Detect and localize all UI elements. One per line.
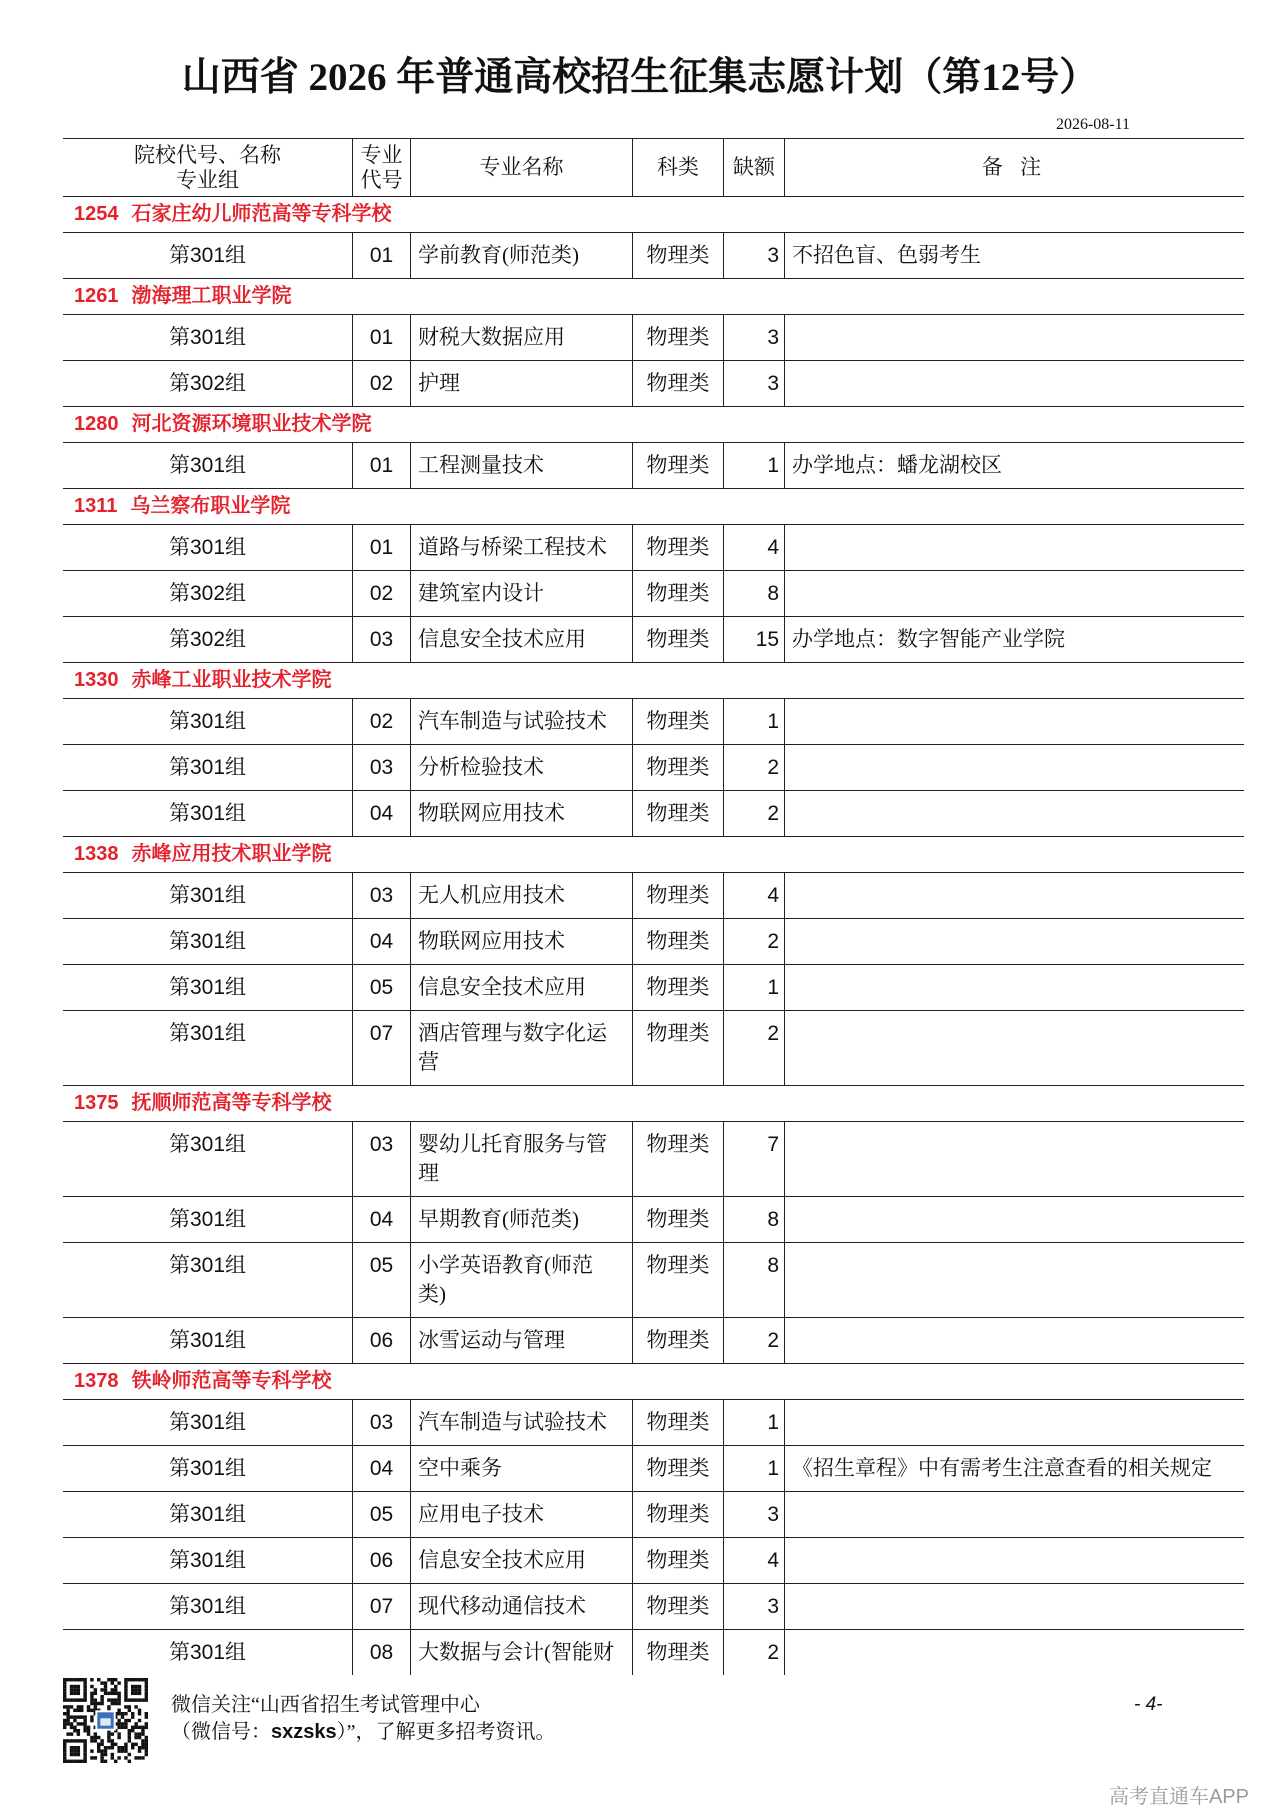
school-heading-row [63, 488, 1244, 524]
vacancy-cell: 2 [724, 745, 785, 790]
major-group-cell: 第302组 [63, 617, 353, 662]
table-row [63, 1399, 1244, 1445]
table-row [63, 1583, 1244, 1629]
major-code-cell: 02 [353, 699, 411, 744]
remark-cell [785, 1197, 1244, 1242]
category-cell: 物理类 [633, 443, 724, 488]
remark-cell [785, 1011, 1244, 1085]
remark-cell: 不招色盲、色弱考生 [792, 243, 981, 267]
table-row [63, 790, 1244, 836]
major-name-cell: 信息安全技术应用 [411, 1538, 633, 1583]
header-major-code-line2: 代号 [360, 167, 403, 192]
table-row [63, 1196, 1244, 1242]
major-code-cell: 02 [353, 571, 411, 616]
major-name-cell: 婴幼儿托育服务与管理 [411, 1122, 633, 1196]
school-heading-row [63, 406, 1244, 442]
category-cell: 物理类 [633, 965, 724, 1010]
table-row [63, 1242, 1244, 1317]
vacancy-cell: 1 [724, 1400, 785, 1445]
header-category: 科类 [633, 139, 724, 196]
vacancy-cell: 1 [724, 699, 785, 744]
vacancy-cell: 2 [724, 791, 785, 836]
vacancy-cell: 3 [724, 233, 785, 278]
remark-cell [785, 1400, 1244, 1445]
admission-plan-table [63, 138, 1244, 1675]
school-code: 1261 [74, 285, 119, 307]
vacancy-cell: 2 [724, 919, 785, 964]
table-row [63, 964, 1244, 1010]
table-row [63, 1010, 1244, 1085]
major-group-cell: 第301组 [63, 233, 353, 278]
category-cell: 物理类 [633, 1243, 724, 1317]
vacancy-cell: 3 [724, 1584, 785, 1629]
table-row [63, 1317, 1244, 1363]
category-cell: 物理类 [633, 233, 724, 278]
major-code-cell: 08 [353, 1630, 411, 1675]
major-code-cell: 03 [353, 873, 411, 918]
remark-cell [785, 1318, 1244, 1363]
school-name: 渤海理工职业学院 [131, 285, 292, 307]
major-code-cell: 01 [353, 443, 411, 488]
major-name-cell: 物联网应用技术 [411, 919, 633, 964]
major-name-cell: 应用电子技术 [411, 1492, 633, 1537]
major-code-cell: 04 [353, 1446, 411, 1491]
table-row [63, 314, 1244, 360]
school-name: 铁岭师范高等专科学校 [131, 1370, 332, 1392]
page-number: - 4- [1134, 1694, 1163, 1715]
major-code-cell: 04 [353, 791, 411, 836]
remark-cell [785, 1584, 1244, 1629]
vacancy-cell: 2 [724, 1630, 785, 1675]
table-row [63, 744, 1244, 790]
document-date: 2026-08-11 [1055, 116, 1130, 133]
major-code-cell: 07 [353, 1011, 411, 1085]
table-row [63, 1121, 1244, 1196]
remark-cell [785, 791, 1244, 836]
remark-cell [785, 745, 1244, 790]
table-row [63, 524, 1244, 570]
major-group-cell: 第301组 [63, 873, 353, 918]
vacancy-cell: 1 [724, 1446, 785, 1491]
table-row [63, 918, 1244, 964]
remark-cell [785, 699, 1244, 744]
major-group-cell: 第301组 [63, 1538, 353, 1583]
header-major-code [353, 139, 411, 196]
table-row [63, 1629, 1244, 1675]
remark-cell [785, 919, 1244, 964]
major-name-cell: 分析检验技术 [411, 745, 633, 790]
wechat-id-suffix: ）”，了解更多招考资讯。 [336, 1721, 556, 1743]
category-cell: 物理类 [633, 617, 724, 662]
header-major-code-line1: 专业 [360, 142, 403, 167]
category-cell: 物理类 [633, 791, 724, 836]
qr-code [63, 1678, 148, 1763]
vacancy-cell: 8 [724, 571, 785, 616]
header-vacancy: 缺额 [724, 139, 785, 196]
major-name-cell: 财税大数据应用 [411, 315, 633, 360]
category-cell: 物理类 [633, 1011, 724, 1085]
remark-cell [785, 1492, 1244, 1537]
vacancy-cell: 4 [724, 525, 785, 570]
category-cell: 物理类 [633, 315, 724, 360]
major-group-cell: 第301组 [63, 1400, 353, 1445]
table-row [63, 616, 1244, 662]
wechat-id: sxzsks [271, 1721, 337, 1743]
vacancy-cell: 4 [724, 1538, 785, 1583]
header-major-name: 专业名称 [411, 139, 633, 196]
major-group-cell: 第301组 [63, 791, 353, 836]
major-group-cell: 第301组 [63, 1197, 353, 1242]
vacancy-cell: 7 [724, 1122, 785, 1196]
category-cell: 物理类 [633, 873, 724, 918]
vacancy-cell: 8 [724, 1197, 785, 1242]
category-cell: 物理类 [633, 699, 724, 744]
category-cell: 物理类 [633, 1400, 724, 1445]
major-name-cell: 工程测量技术 [411, 443, 633, 488]
major-code-cell: 03 [353, 1122, 411, 1196]
major-name-cell: 物联网应用技术 [411, 791, 633, 836]
school-name: 赤峰工业职业技术学院 [131, 669, 332, 691]
major-code-cell: 06 [353, 1538, 411, 1583]
vacancy-cell: 15 [724, 617, 785, 662]
vacancy-cell: 2 [724, 1011, 785, 1085]
school-heading-row [63, 662, 1244, 698]
remark-cell: 《招生章程》中有需考生注意查看的相关规定 [792, 1456, 1212, 1480]
school-name: 石家庄幼儿师范高等专科学校 [131, 203, 392, 225]
major-code-cell: 03 [353, 745, 411, 790]
remark-cell [785, 965, 1244, 1010]
category-cell: 物理类 [633, 1446, 724, 1491]
major-code-cell: 04 [353, 919, 411, 964]
major-name-cell: 学前教育(师范类) [411, 233, 633, 278]
school-code: 1254 [74, 203, 119, 225]
major-name-cell: 汽车制造与试验技术 [411, 1400, 633, 1445]
category-cell: 物理类 [633, 1197, 724, 1242]
vacancy-cell: 8 [724, 1243, 785, 1317]
major-group-cell: 第302组 [63, 571, 353, 616]
school-heading-row [63, 1085, 1244, 1121]
major-group-cell: 第301组 [63, 1122, 353, 1196]
remark-cell [785, 525, 1244, 570]
header-remark: 备 注 [981, 155, 1048, 179]
major-group-cell: 第301组 [63, 525, 353, 570]
major-group-cell: 第301组 [63, 1243, 353, 1317]
remark-cell [785, 1538, 1244, 1583]
category-cell: 物理类 [633, 1538, 724, 1583]
major-name-cell: 道路与桥梁工程技术 [411, 525, 633, 570]
school-name: 抚顺师范高等专科学校 [131, 1092, 332, 1114]
major-code-cell: 05 [353, 1492, 411, 1537]
school-code: 1378 [74, 1370, 119, 1392]
remark-cell [785, 873, 1244, 918]
major-group-cell: 第301组 [63, 1446, 353, 1491]
school-code: 1330 [74, 669, 119, 691]
major-code-cell: 03 [353, 1400, 411, 1445]
category-cell: 物理类 [633, 1492, 724, 1537]
vacancy-cell: 2 [724, 1318, 785, 1363]
category-cell: 物理类 [633, 745, 724, 790]
remark-cell: 办学地点：数字智能产业学院 [792, 627, 1065, 651]
header-school-group-line2: 专业组 [176, 167, 239, 192]
remark-cell [785, 1243, 1244, 1317]
major-code-cell: 07 [353, 1584, 411, 1629]
major-group-cell: 第301组 [63, 1011, 353, 1085]
major-group-cell: 第301组 [63, 1584, 353, 1629]
table-row [63, 872, 1244, 918]
table-row [63, 1445, 1244, 1491]
major-name-cell: 无人机应用技术 [411, 873, 633, 918]
vacancy-cell: 3 [724, 1492, 785, 1537]
school-name: 赤峰应用技术职业学院 [131, 843, 332, 865]
wechat-id-prefix: （微信号： [171, 1721, 271, 1743]
vacancy-cell: 3 [724, 315, 785, 360]
major-group-cell: 第301组 [63, 315, 353, 360]
major-code-cell: 05 [353, 1243, 411, 1317]
page-title: 山西省 2026 年普通高校招生征集志愿计划（第12号） [181, 56, 1099, 99]
major-group-cell: 第301组 [63, 1318, 353, 1363]
major-name-cell: 酒店管理与数字化运营 [411, 1011, 633, 1085]
table-row [63, 698, 1244, 744]
school-code: 1280 [74, 413, 119, 435]
major-group-cell: 第301组 [63, 443, 353, 488]
remark-cell [785, 315, 1244, 360]
major-name-cell: 冰雪运动与管理 [411, 1318, 633, 1363]
major-code-cell: 01 [353, 315, 411, 360]
header-school-group-line1: 院校代号、名称 [134, 142, 281, 167]
school-code: 1311 [74, 495, 118, 517]
wechat-follow-line: 微信关注“山西省招生考试管理中心 [171, 1694, 480, 1716]
table-row [63, 232, 1244, 278]
major-group-cell: 第301组 [63, 1492, 353, 1537]
remark-cell [785, 571, 1244, 616]
major-name-cell: 空中乘务 [411, 1446, 633, 1491]
major-name-cell: 护理 [411, 361, 633, 406]
vacancy-cell: 1 [724, 965, 785, 1010]
major-name-cell: 大数据与会计(智能财 [411, 1630, 633, 1675]
remark-cell [785, 361, 1244, 406]
major-name-cell: 小学英语教育(师范类) [411, 1243, 633, 1317]
major-group-cell: 第301组 [63, 745, 353, 790]
category-cell: 物理类 [633, 1122, 724, 1196]
major-code-cell: 01 [353, 525, 411, 570]
school-heading-row [63, 278, 1244, 314]
major-code-cell: 01 [353, 233, 411, 278]
table-header-row [63, 138, 1244, 196]
major-name-cell: 建筑室内设计 [411, 571, 633, 616]
vacancy-cell: 4 [724, 873, 785, 918]
school-code: 1375 [74, 1092, 119, 1114]
table-row [63, 360, 1244, 406]
school-heading-row [63, 836, 1244, 872]
category-cell: 物理类 [633, 1584, 724, 1629]
major-name-cell: 现代移动通信技术 [411, 1584, 633, 1629]
major-code-cell: 04 [353, 1197, 411, 1242]
major-group-cell: 第301组 [63, 699, 353, 744]
major-code-cell: 02 [353, 361, 411, 406]
major-code-cell: 06 [353, 1318, 411, 1363]
vacancy-cell: 1 [724, 443, 785, 488]
remark-cell [785, 1122, 1244, 1196]
school-code: 1338 [74, 843, 119, 865]
table-row [63, 570, 1244, 616]
school-heading-row [63, 196, 1244, 232]
major-code-cell: 05 [353, 965, 411, 1010]
vacancy-cell: 3 [724, 361, 785, 406]
major-name-cell: 信息安全技术应用 [411, 617, 633, 662]
major-group-cell: 第301组 [63, 965, 353, 1010]
category-cell: 物理类 [633, 919, 724, 964]
table-row [63, 1491, 1244, 1537]
school-heading-row [63, 1363, 1244, 1399]
major-name-cell: 早期教育(师范类) [411, 1197, 633, 1242]
remark-cell [785, 1630, 1244, 1675]
school-name: 河北资源环境职业技术学院 [131, 413, 372, 435]
category-cell: 物理类 [633, 1318, 724, 1363]
table-row [63, 1537, 1244, 1583]
major-name-cell: 汽车制造与试验技术 [411, 699, 633, 744]
category-cell: 物理类 [633, 571, 724, 616]
major-name-cell: 信息安全技术应用 [411, 965, 633, 1010]
category-cell: 物理类 [633, 361, 724, 406]
header-school-group [63, 139, 353, 196]
remark-cell: 办学地点：蟠龙湖校区 [792, 453, 1002, 477]
major-group-cell: 第301组 [63, 919, 353, 964]
wechat-id-line [171, 1719, 556, 1745]
table-row [63, 442, 1244, 488]
category-cell: 物理类 [633, 525, 724, 570]
school-name: 乌兰察布职业学院 [130, 495, 291, 517]
category-cell: 物理类 [633, 1630, 724, 1675]
app-watermark: 高考直通车APP [1108, 1786, 1249, 1808]
major-group-cell: 第302组 [63, 361, 353, 406]
major-code-cell: 03 [353, 617, 411, 662]
major-group-cell: 第301组 [63, 1630, 353, 1675]
